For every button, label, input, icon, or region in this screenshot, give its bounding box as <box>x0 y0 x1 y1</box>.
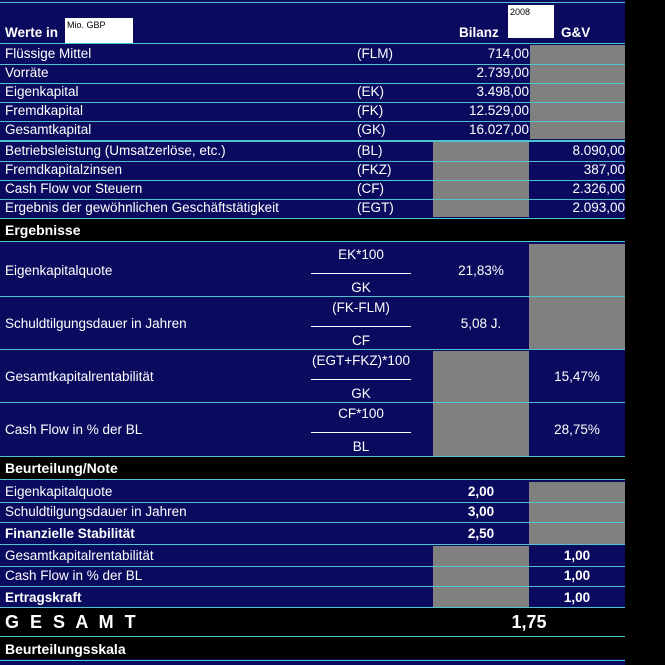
input-abbr: (CF) <box>357 181 384 196</box>
skala-title: Beurteilungsskala <box>5 641 126 657</box>
formula-numerator: (FK-FLM) <box>332 300 390 315</box>
gesamt-label: G E S A M T <box>5 612 139 632</box>
grade-label: Cash Flow in % der BL <box>5 568 143 583</box>
divider <box>0 140 625 142</box>
divider <box>0 586 625 587</box>
result-label: Eigenkapitalquote <box>5 263 113 278</box>
divider <box>0 566 625 567</box>
grade-value: 3,00 <box>467 504 495 519</box>
result-value: 5,08 J. <box>460 316 502 331</box>
bilanz-header: Bilanz <box>459 25 499 40</box>
input-label: Vorräte <box>5 65 49 80</box>
guv-value[interactable]: 387,00 <box>583 162 625 177</box>
bilanz-value[interactable]: 12.529,00 <box>468 103 529 118</box>
divider <box>0 660 625 661</box>
grade-label: Eigenkapitalquote <box>5 484 113 499</box>
input-abbr: (BL) <box>357 143 383 158</box>
input-abbr: (EK) <box>357 84 384 99</box>
input-label: Cash Flow vor Steuern <box>5 181 143 196</box>
divider <box>0 121 625 122</box>
formula-denominator: GK <box>351 386 371 401</box>
divider <box>0 43 625 44</box>
input-label: Gesamtkapital <box>5 122 92 137</box>
divider <box>0 349 625 350</box>
divider <box>0 83 625 84</box>
bilanz-value[interactable]: 2.739,00 <box>476 65 529 80</box>
divider <box>0 241 625 242</box>
formula-numerator: EK*100 <box>338 247 384 262</box>
bilanz-disabled-area <box>433 546 529 608</box>
divider <box>0 64 625 65</box>
bilanz-value[interactable]: 3.498,00 <box>476 84 529 99</box>
grade-label: Finanzielle Stabilität <box>5 526 135 541</box>
grade-label: Gesamtkapitalrentabilität <box>5 548 154 563</box>
input-abbr: (EGT) <box>357 200 394 215</box>
fraction-line <box>311 273 411 274</box>
input-label: Fremdkapitalzinsen <box>5 162 123 177</box>
divider <box>0 296 625 297</box>
gesamt-value: 1,75 <box>511 612 547 632</box>
grade-value: 1,00 <box>563 548 591 563</box>
bilanz-value[interactable]: 16.027,00 <box>468 122 529 137</box>
grade-value: 1,00 <box>563 568 591 583</box>
result-label: Gesamtkapitalrentabilität <box>5 369 154 384</box>
input-label: Fremdkapital <box>5 103 84 118</box>
divider <box>0 479 625 480</box>
fraction-line <box>311 432 411 433</box>
input-label: Betriebsleistung (Umsatzerlöse, etc.) <box>5 143 226 158</box>
divider <box>0 102 625 103</box>
guv-header: G&V <box>561 25 591 40</box>
formula-denominator: BL <box>352 439 370 454</box>
input-abbr: (FK) <box>357 103 384 118</box>
input-label: Ergebnis der gewöhnlichen Geschäftstätigkeit <box>5 200 279 215</box>
divider <box>0 522 625 523</box>
grade-label: Ertragskraft <box>5 590 82 605</box>
input-abbr: (GK) <box>357 122 386 137</box>
fraction-line <box>311 326 411 327</box>
input-label: Flüssige Mittel <box>5 46 92 61</box>
grade-value: 2,50 <box>467 526 495 541</box>
input-abbr: (FLM) <box>357 46 393 61</box>
result-value: 21,83% <box>458 263 504 278</box>
unit-input[interactable]: Mio. GBP <box>65 18 133 43</box>
formula-denominator: GK <box>351 280 371 295</box>
bilanz-value[interactable]: 714,00 <box>487 46 529 61</box>
fraction-line <box>311 379 411 380</box>
result-value: 28,75% <box>554 422 600 437</box>
year-input[interactable]: 2008 <box>508 5 554 38</box>
guv-value[interactable]: 8.090,00 <box>572 143 625 158</box>
divider <box>0 402 625 403</box>
werte-in-label: Werte in <box>5 25 59 40</box>
guv-disabled-area <box>530 45 625 139</box>
right-margin <box>625 0 665 665</box>
section-header-bg <box>0 219 625 241</box>
formula-denominator: CF <box>352 333 370 348</box>
bilanz-disabled-area <box>433 351 529 456</box>
result-label: Cash Flow in % der BL <box>5 422 143 437</box>
divider <box>0 2 625 3</box>
grade-label: Schuldtilgungsdauer in Jahren <box>5 504 187 519</box>
formula-numerator: CF*100 <box>338 406 384 421</box>
beurteilung-title: Beurteilung/Note <box>5 460 118 476</box>
grade-value: 2,00 <box>467 484 495 499</box>
ergebnisse-title: Ergebnisse <box>5 222 81 238</box>
divider <box>0 544 625 545</box>
input-abbr: (FKZ) <box>357 162 392 177</box>
guv-value[interactable]: 2.093,00 <box>572 200 625 215</box>
guv-value[interactable]: 2.326,00 <box>572 181 625 196</box>
grade-value: 1,00 <box>563 590 591 605</box>
result-value: 15,47% <box>554 369 600 384</box>
result-label: Schuldtilgungsdauer in Jahren <box>5 316 187 331</box>
formula-numerator: (EGT+FKZ)*100 <box>312 353 410 368</box>
guv-disabled-area <box>529 482 625 544</box>
divider <box>0 502 625 503</box>
input-label: Eigenkapital <box>5 84 79 99</box>
